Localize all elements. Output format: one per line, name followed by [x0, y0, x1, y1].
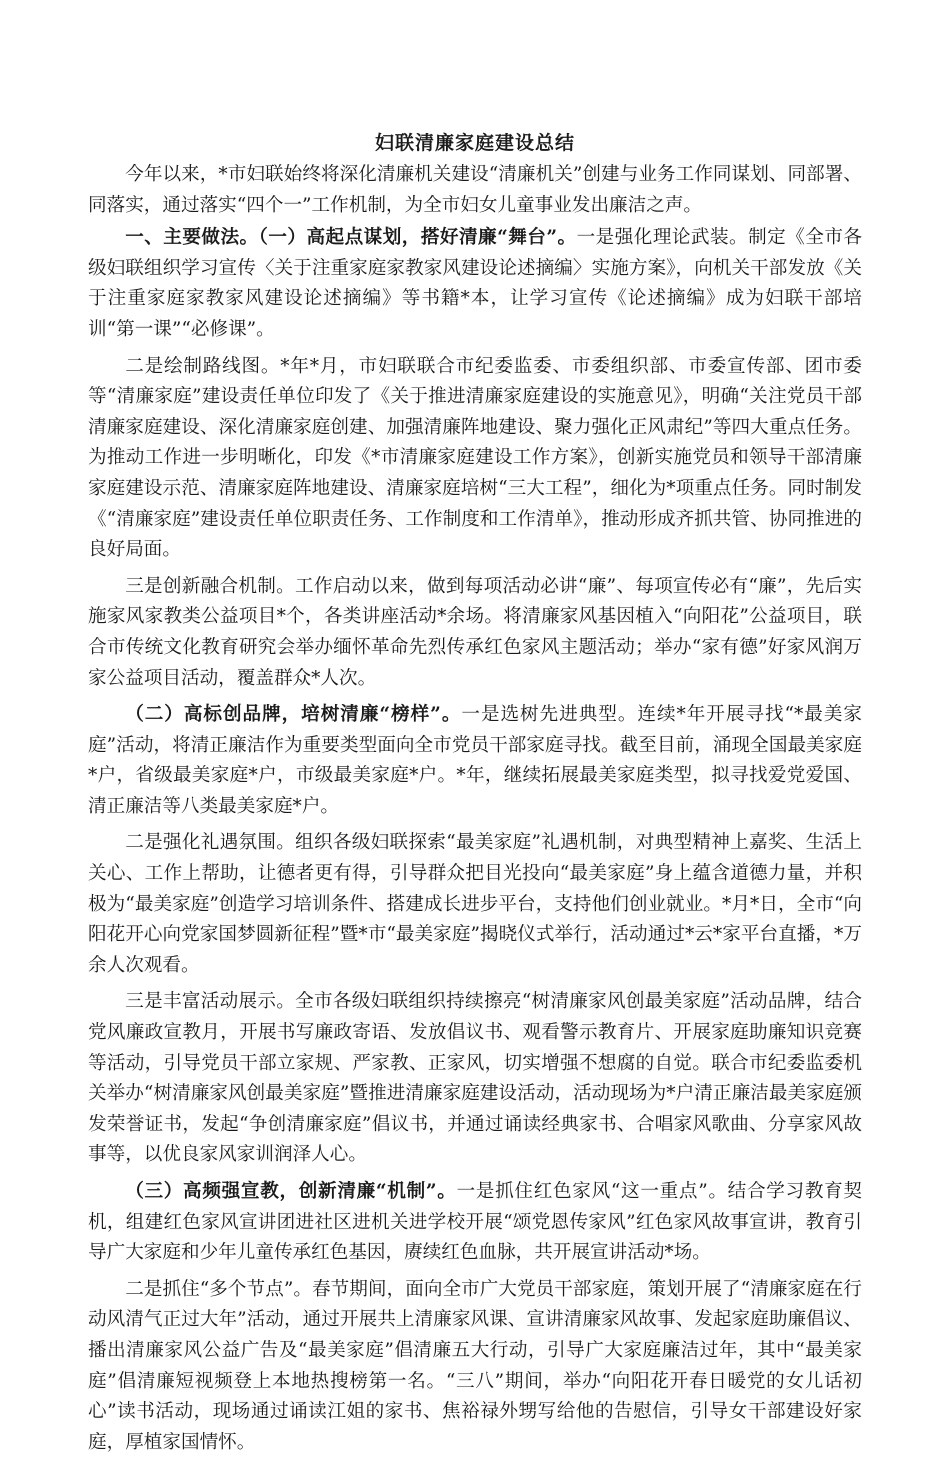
paragraph-intro: [88, 160, 862, 221]
paragraph-text: 一是强化理论武装。制定《全市各级妇联组织学习宣传〈关于注重家庭家教家风建设论述摘编〉实施方案》，向机关干部发放《关于注重家庭家教家风建设论述摘编》等书籍*本，让学习宣传《论述摘编》成为妇联干部培训“第一课”“必修课”。: [88, 227, 862, 340]
paragraph-section-1-3: [88, 1177, 862, 1269]
paragraph-section-1-2: [88, 700, 862, 822]
paragraph-text: 一是选树先进典型。连续*年开展寻找“*最美家庭”活动，将清正廉洁作为重要类型面向全市党员干部家庭寻找。截至目前，涌现全国最美家庭*户，省级最美家庭*户，市级最美家庭*户。*年，继续拓展最美家庭类型，拟寻找爱党爱国、清正廉洁等八类最美家庭*户。: [88, 704, 862, 817]
paragraph-roadmap: [88, 352, 862, 566]
paragraph-courtesy: [88, 828, 862, 981]
paragraph-text: 一是抓住红色家风“这一重点”。结合学习教育契机，组建红色家风宣讲团进社区进机关进学校开展“颂党恩传家风”红色家风故事宣讲，教育引导广大家庭和少年儿童传承红色基因，赓续红色血脉，共开展宣讲活动*场。: [88, 1181, 862, 1264]
paragraph-nodes: [88, 1275, 862, 1459]
paragraph-section-1-1: [88, 223, 862, 345]
paragraph-text: 三是创新融合机制。工作启动以来，做到每项活动必讲“廉”、每项宣传必有“廉”，先后实施家风家教类公益项目*个，各类讲座活动*余场。将清廉家风基因植入“向阳花”公益项目，联合市传统文化教育研究会举办缅怀革命先烈传承红色家风主题活动；举办“家有德”好家风润万家公益项目活动，覆盖群众*人次。: [88, 575, 862, 689]
document-title: 妇联清廉家庭建设总结: [374, 132, 575, 154]
paragraph-activities: [88, 987, 862, 1171]
paragraph-text: 二是绘制路线图。*年*月，市妇联联合市纪委监委、市委组织部、市委宣传部、团市委等“清廉家庭”建设责任单位印发了《关于推进清廉家庭建设的实施意见》，明确“关注党员干部清廉家庭建设、深化清廉家庭创建、加强清廉阵地建设、聚力强化正风肃纪”等四大重点任务。为推动工作进一步明晰化，印发《*市清廉家庭建设工作方案》，创新实施党员和领导干部清廉家庭建设示范、清廉家庭阵地建设、清廉家庭培树“三大工程”，细化为*项重点任务。同时制发《“清廉家庭”建设责任单位职责任务、工作制度和工作清单》，推动形成齐抓共管、协同推进的良好局面。: [88, 355, 862, 561]
section-heading: （三）高频强宣教，创新清廉“机制”。: [125, 1181, 457, 1202]
paragraph-text: 二是抓住“多个节点”。春节期间，面向全市广大党员干部家庭，策划开展了“清廉家庭在行动风清气正过大年”活动，通过开展共上清廉家风课、宣讲清廉家风故事、发起家庭助廉倡议、播出清廉家风公益广告及“最美家庭”倡清廉五大行动，引导广大家庭廉洁过年，其中“最美家庭”倡清廉短视频登上本地热搜榜第一名。“三八”期间，举办“向阳花开春日暖党的女儿话初心”读书活动，现场通过诵读江姐的家书、焦裕禄外甥写给他的告慰信，引导女干部建设好家庭，厚植家国情怀。: [88, 1278, 862, 1453]
paragraph-text: 三是丰富活动展示。全市各级妇联组织持续擦亮“树清廉家风创最美家庭”活动品牌，结合党风廉政宣教月，开展书写廉政寄语、发放倡议书、观看警示教育片、开展家庭助廉知识竞赛等活动，引导党员干部立家规、严家教、正家风，切实增强不想腐的自觉。联合市纪委监委机关举办“树清廉家风创最美家庭”暨推进清廉家庭建设活动，活动现场为*户清正廉洁最美家庭颁发荣誉证书，发起“争创清廉家庭”倡议书，并通过诵读经典家书、合唱家风歌曲、分享家风故事等，以优良家风家训润泽人心。: [88, 991, 862, 1166]
section-heading: （二）高标创品牌，培树清廉“榜样”。: [125, 704, 462, 726]
paragraph-text: 二是强化礼遇氛围。组织各级妇联探索“最美家庭”礼遇机制，对典型精神上嘉奖、生活上关心、工作上帮助，让德者更有得，引导群众把目光投向“最美家庭”身上蕴含道德力量，并积极为“最美家庭”创造学习培训条件、搭建成长进步平台，支持他们创业就业。*月*日，全市“向阳花开心向党家国梦圆新征程”暨*市“最美家庭”揭晓仪式举行，活动通过*云*家平台直播，*万余人次观看。: [88, 832, 862, 976]
document-page: [88, 128, 862, 1464]
paragraph-text: 今年以来，*市妇联始终将深化清廉机关建设“清廉机关”创建与业务工作同谋划、同部署、同落实，通过落实“四个一”工作机制，为全市妇女儿童事业发出廉洁之声。: [88, 164, 862, 216]
paragraph-mechanism: [88, 572, 862, 694]
section-heading: 一、主要做法。（一）高起点谋划，搭好清廉“舞台”。: [125, 227, 577, 249]
